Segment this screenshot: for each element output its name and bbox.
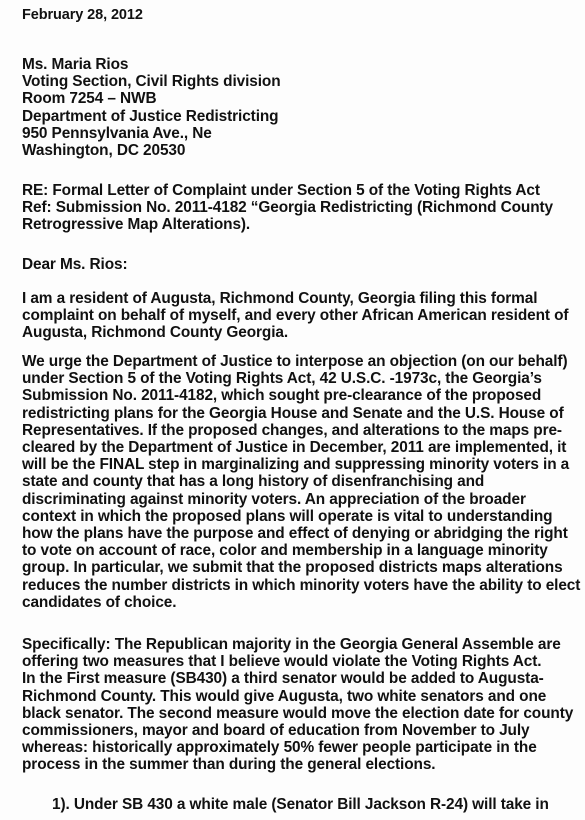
subject-reference	[22, 182, 578, 234]
paragraph-specifics	[22, 636, 578, 774]
paragraph-line: how the plans have the purpose and effect of denying or abridging the right	[22, 525, 568, 543]
paragraph-line: whereas: historically approximately 50% fewer people participate in the	[22, 739, 537, 757]
address-line: Voting Section, Civil Rights division	[22, 73, 281, 91]
paragraph-line: reduces the number districts in which minority voters have the ability to elect	[22, 576, 581, 594]
paragraph-line: under Section 5 of the Voting Rights Act, 42 U.S.C. -1973c, the Georgia’s	[22, 370, 542, 388]
numbered-item-1	[52, 796, 585, 813]
paragraph-line: context in which the proposed plans will operate is vital to understanding	[22, 507, 553, 525]
paragraph-objection	[22, 353, 581, 611]
recipient-address	[22, 56, 578, 159]
paragraph-resident	[22, 290, 578, 342]
paragraph-line: Specifically: The Republican majority in the Georgia General Assemble are	[22, 636, 561, 653]
address-line: Room 7254 – NWB	[22, 90, 157, 108]
address-line: Washington, DC 20530	[22, 142, 186, 160]
paragraph-line: complaint on behalf of myself, and every other African American resident of	[22, 307, 569, 325]
paragraph-line: Representatives. If the proposed changes, and alterations to the maps pre-	[22, 421, 562, 439]
date-line: February 28, 2012	[22, 7, 143, 23]
paragraph-line: Submission No. 2011-4182, which sought pre-clearance of the proposed	[22, 387, 542, 405]
paragraph-line: discriminating against minority voters. An appreciation of the broader	[22, 490, 526, 508]
address-line: Department of Justice Redistricting	[22, 107, 279, 125]
paragraph-line: process in the summer than during the general elections.	[22, 756, 436, 774]
salutation	[22, 256, 578, 273]
paragraph-line: Augusta, Richmond County Georgia.	[22, 324, 289, 342]
list-item: 1). Under SB 430 a white male (Senator Bill Jackson R-24) will take in	[52, 796, 549, 813]
paragraph-line: offering two measures that I believe would violate the Voting Rights Act.	[22, 653, 542, 671]
address-line: Ms. Maria Rios	[22, 56, 129, 73]
paragraph-line: candidates of choice.	[22, 593, 177, 611]
paragraph-line: I am a resident of Augusta, Richmond County, Georgia filing this formal	[22, 290, 538, 307]
subject-line: RE: Formal Letter of Complaint under Section 5 of the Voting Rights Act	[22, 182, 540, 199]
paragraph-line: redistricting plans for the Georgia House and Senate and the U.S. House of	[22, 404, 564, 422]
salutation-line: Dear Ms. Rios:	[22, 256, 128, 273]
paragraph-line: to vote on account of race, color and membership in a language minority	[22, 542, 548, 560]
paragraph-line: group. In particular, we submit that the proposed districts maps alterations	[22, 559, 563, 577]
paragraph-line: Richmond County. This would give Augusta, two white senators and one	[22, 687, 547, 705]
paragraph-line: We urge the Department of Justice to interpose an objection (on our behalf)	[22, 353, 568, 370]
subject-line: Ref: Submission No. 2011-4182 “Georgia Redistricting (Richmond County	[22, 199, 554, 217]
paragraph-line: cleared by the Department of Justice in December, 2011 are implemented, it	[22, 439, 567, 457]
paragraph-line: will be the FINAL step in marginalizing and suppressing minority voters in a	[22, 456, 570, 474]
address-line: 950 Pennsylvania Ave., Ne	[22, 124, 212, 142]
paragraph-line: black senator. The second measure would move the election date for county	[22, 704, 574, 722]
letter-date	[22, 7, 578, 24]
paragraph-line: state and county that has a long history of disenfranchising and	[22, 473, 485, 491]
paragraph-line: commissioners, mayor and board of education from November to July	[22, 722, 530, 740]
paragraph-line: In the First measure (SB430) a third senator would be added to Augusta-	[22, 670, 544, 688]
subject-line: Retrogressive Map Alterations).	[22, 216, 251, 234]
